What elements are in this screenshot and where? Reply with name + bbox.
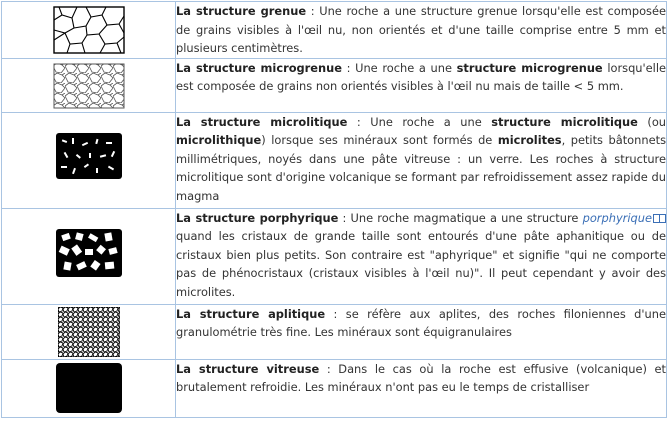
microgrenue-texture-icon <box>53 63 125 109</box>
rock-structure-table <box>1 1 667 418</box>
description-cell <box>176 359 667 417</box>
microlitique-texture-icon <box>56 133 122 179</box>
structure-term-inline: microlithique <box>176 133 262 147</box>
structure-description: lorsqu'elle est composée de grains non orientés visibles à l'œil nu mais de taille < 5 mm. <box>176 60 666 93</box>
structure-description: , petits bâtonnets millimétriques, noyés dans une pâte vitreuse : un verre. Les roches à structure microlitique sont d'origine volcanique se formant par refroidissement assez rapide du magma <box>176 133 666 203</box>
table-row <box>2 112 667 208</box>
book-icon[interactable] <box>653 214 666 223</box>
structure-description: : Une roche a une <box>341 60 457 75</box>
structure-term: La structure porphyrique <box>176 210 339 225</box>
aplitique-texture-icon <box>58 307 120 357</box>
porphyrique-link[interactable]: porphyrique <box>582 210 652 225</box>
structure-term: La structure aplitique <box>176 306 326 321</box>
structure-term: La structure microgrenue <box>176 60 342 75</box>
structure-description: : se réfère aux aplites, des roches filoniennes d'une granulométrie très fine. Les minéraux sont équigranulaires <box>176 306 666 339</box>
description-cell <box>176 208 667 304</box>
structure-description: ) lorsque ses minéraux sont formés de <box>261 133 498 147</box>
structure-description: (ou <box>637 114 667 129</box>
table-row <box>2 58 667 112</box>
structure-term: La structure vitreuse <box>176 361 320 376</box>
structure-term: La structure microlitique <box>176 114 348 129</box>
table-row <box>2 208 667 304</box>
table-row <box>2 304 667 359</box>
structure-term-inline: microlites <box>497 133 562 147</box>
description-cell <box>176 112 667 208</box>
structure-term-inline: structure microlitique <box>491 114 638 129</box>
grenue-texture-icon <box>53 6 125 54</box>
porphyrique-texture-icon <box>56 229 122 277</box>
structure-term-inline: structure microgrenue <box>456 60 603 75</box>
description-cell <box>176 58 667 112</box>
structure-term: La structure grenue <box>176 4 307 18</box>
image-cell <box>2 112 176 208</box>
structure-description: : Dans le cas où la roche est effusive (volcanique) et brutalement refroidie. Les minéraux n'ont pas eu le temps de cristalliser <box>176 361 666 394</box>
table-row <box>2 359 667 417</box>
table-row <box>2 2 667 59</box>
image-cell <box>2 304 176 359</box>
description-cell <box>176 304 667 359</box>
vitreuse-texture-icon <box>56 363 122 413</box>
image-cell <box>2 359 176 417</box>
structure-description: : Une roche magmatique a une structure <box>338 210 583 225</box>
image-cell <box>2 208 176 304</box>
structure-description: : Une roche a une <box>347 114 492 129</box>
image-cell <box>2 58 176 112</box>
structure-description: quand les cristaux de grande taille sont entourés d'une pâte aphanitique ou de cristaux bien plus petits. Son contraire est "aphyrique" et signifie "qui ne comporte pas de phénocristaux (cristaux visibles à l'œil nu)". Il peut cependant y avoir des microlites. <box>176 229 666 299</box>
structure-description: : Une roche a une structure grenue lorsqu'elle est composée de grains visibles à l'œil nu, non orientés et d'une taille comprise entre 5 mm et plusieurs centimètres. <box>176 4 666 55</box>
image-cell <box>2 2 176 59</box>
description-cell <box>176 2 667 59</box>
